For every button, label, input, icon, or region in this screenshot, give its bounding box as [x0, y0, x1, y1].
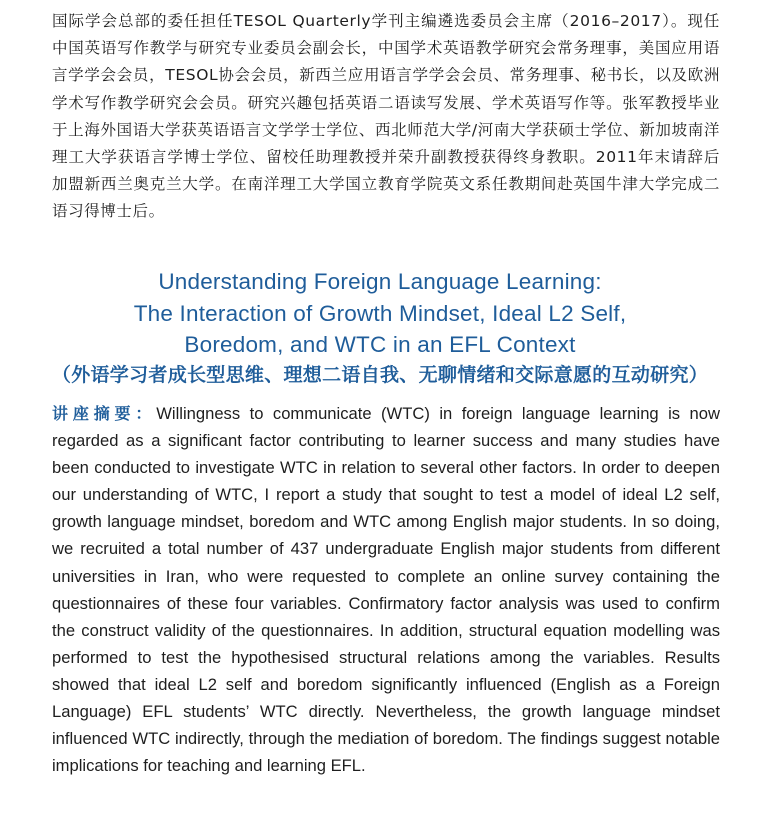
- lecture-title-line-1: Understanding Foreign Language Learning:: [158, 269, 602, 294]
- lecture-title-line-2: The Interaction of Growth Mindset, Ideal L2 Self,: [133, 300, 627, 326]
- abstract-paragraph: [52, 400, 720, 779]
- speaker-bio-paragraph: 国际学会总部的委任担任TESOL Quarterly学刊主编遴选委员会主席（2016–2017）。现任中国英语写作教学与研究专业委员会副会长，中国学术英语教学研究会常务理事，美国应用语言学学会会员，TESOL协会会员，新西兰应用语言学学会会员、常务理事、秘书长，以及欧洲学术写作教学研究会会员。研究兴趣包括英语二语读写发展、学术英语写作等。张军教授毕业于上海外国语大学获英语语言文学学士学位、西北师范大学/河南大学获硕士学位、新加坡南洋理工大学获语言学博士学位、留校任助理教授并荣升副教授获得终身教职。2011年末请辞后加盟新西兰奥克兰大学。在南洋理工大学国立教育学院英文系任教期间赴英国牛津大学完成二语习得博士后。: [52, 12, 720, 221]
- lecture-title-block: [0, 266, 760, 389]
- abstract-label: 讲座摘要：: [52, 404, 157, 423]
- lecture-title-line-3: Boredom, and WTC in an EFL Context: [184, 332, 576, 357]
- abstract-text: Willingness to communicate (WTC) in foreign language learning is now regarded as a significant factor contributing to learner success and many studies have been conducted to investigate WTC in relation to several other factors. In order to deepen our understanding of WTC, I report a study that sought to test a model of ideal L2 self, growth language mindset, boredom and WTC among English major students. In so doing, we recruited a total number of 437 undergraduate English major students from different universities in Iran, who were requested to complete an online survey containing the questionnaires of these four variables. Confirmatory factor analysis was used to confirm the construct validity of the questionnaires. In addition, structural equation modelling was performed to test the hypothesised structural relations among the variables. Results showed that ideal L2 self and boredom significantly influenced (English as a Foreign Language) EFL students’ WTC directly. Nevertheless, the growth language mindset influenced WTC indirectly, through the mediation of boredom. The findings suggest notable implications for teaching and learning EFL.: [52, 404, 720, 776]
- lecture-title-chinese: （外语学习者成长型思维、理想二语自我、无聊情绪和交际意愿的互动研究）: [51, 363, 709, 386]
